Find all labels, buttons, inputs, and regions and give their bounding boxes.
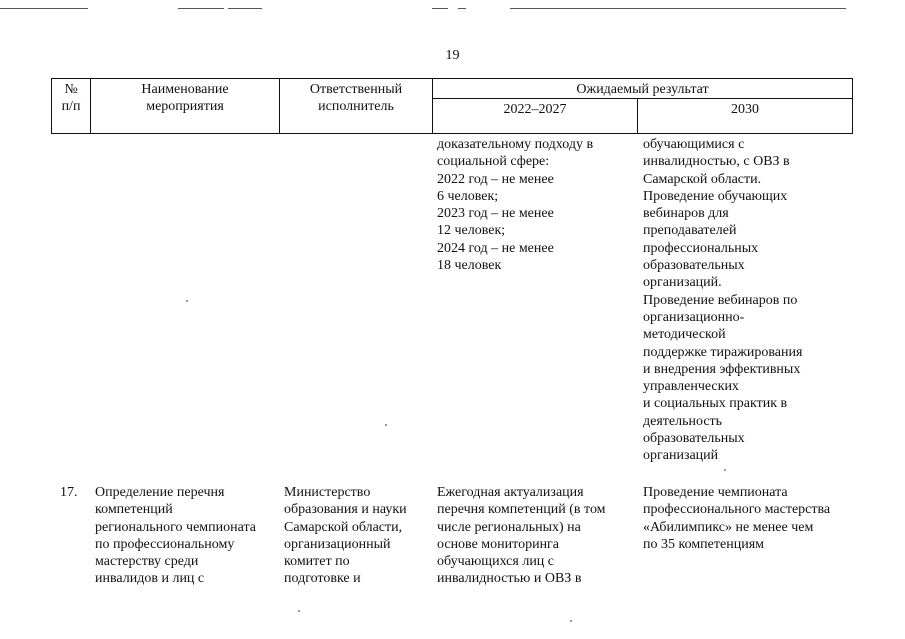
scan-speck (186, 300, 188, 302)
scan-speck (724, 469, 726, 471)
scan-speck (570, 620, 572, 622)
cell-responsible: Министерство образования и науки Самарской области, организационный комитет по подготовке и (284, 485, 407, 587)
header-bottom-border (51, 133, 853, 134)
scan-speck (385, 424, 387, 426)
scan-artifact (510, 8, 846, 9)
header-num: № п/п (61, 82, 81, 114)
scan-artifact (228, 8, 262, 9)
scan-artifact (458, 8, 466, 9)
scan-artifact (178, 8, 224, 9)
cell-event-name: Определение перечня компетенций регионального чемпионата по профессиональному мастерству среди инвалидов и лиц с (95, 485, 256, 587)
scan-artifact (0, 8, 88, 9)
cell-result-2022-2027: доказательному подходу в социальной сфере: 2022 год – не менее 6 человек; 2023 год – не менее 12 человек; 2024 год – не менее 18 человек (437, 137, 594, 274)
header-subdivider (432, 98, 853, 99)
header-expected-result: Ожидаемый результат (576, 82, 709, 97)
header-name: Наименование мероприятия (141, 82, 229, 114)
cell-result-2030: Проведение чемпионата профессионального мастерства «Абилимпикс» не менее чем по 35 компетенциям (643, 485, 831, 552)
header-period-2022-2027: 2022–2027 (503, 102, 567, 117)
cell-row-number: 17. (60, 485, 78, 500)
header-period-2030: 2030 (731, 102, 759, 117)
column-divider (852, 78, 853, 134)
page-number: 19 (445, 48, 460, 63)
cell-result-2030: обучающимися с инвалидностью, с ОВЗ в Самарской области. Проведение обучающих вебинаров для преподавателей профессиональных образовательных организаций. Проведение вебинаров по организационно- методической поддержке тиражирования и внедрения эффективных управленческих и социальных практик в деятельность образовательных организаций (643, 137, 803, 464)
scan-speck (298, 610, 300, 612)
cell-result-2022-2027: Ежегодная актуализация перечня компетенций (в том числе региональных) на основе мониторинга обучающихся лиц с инвалидностью и ОВЗ в (437, 485, 606, 587)
header-responsible: Ответственный исполнитель (309, 82, 403, 114)
scan-artifact (432, 8, 448, 9)
header-top-border (51, 78, 853, 79)
